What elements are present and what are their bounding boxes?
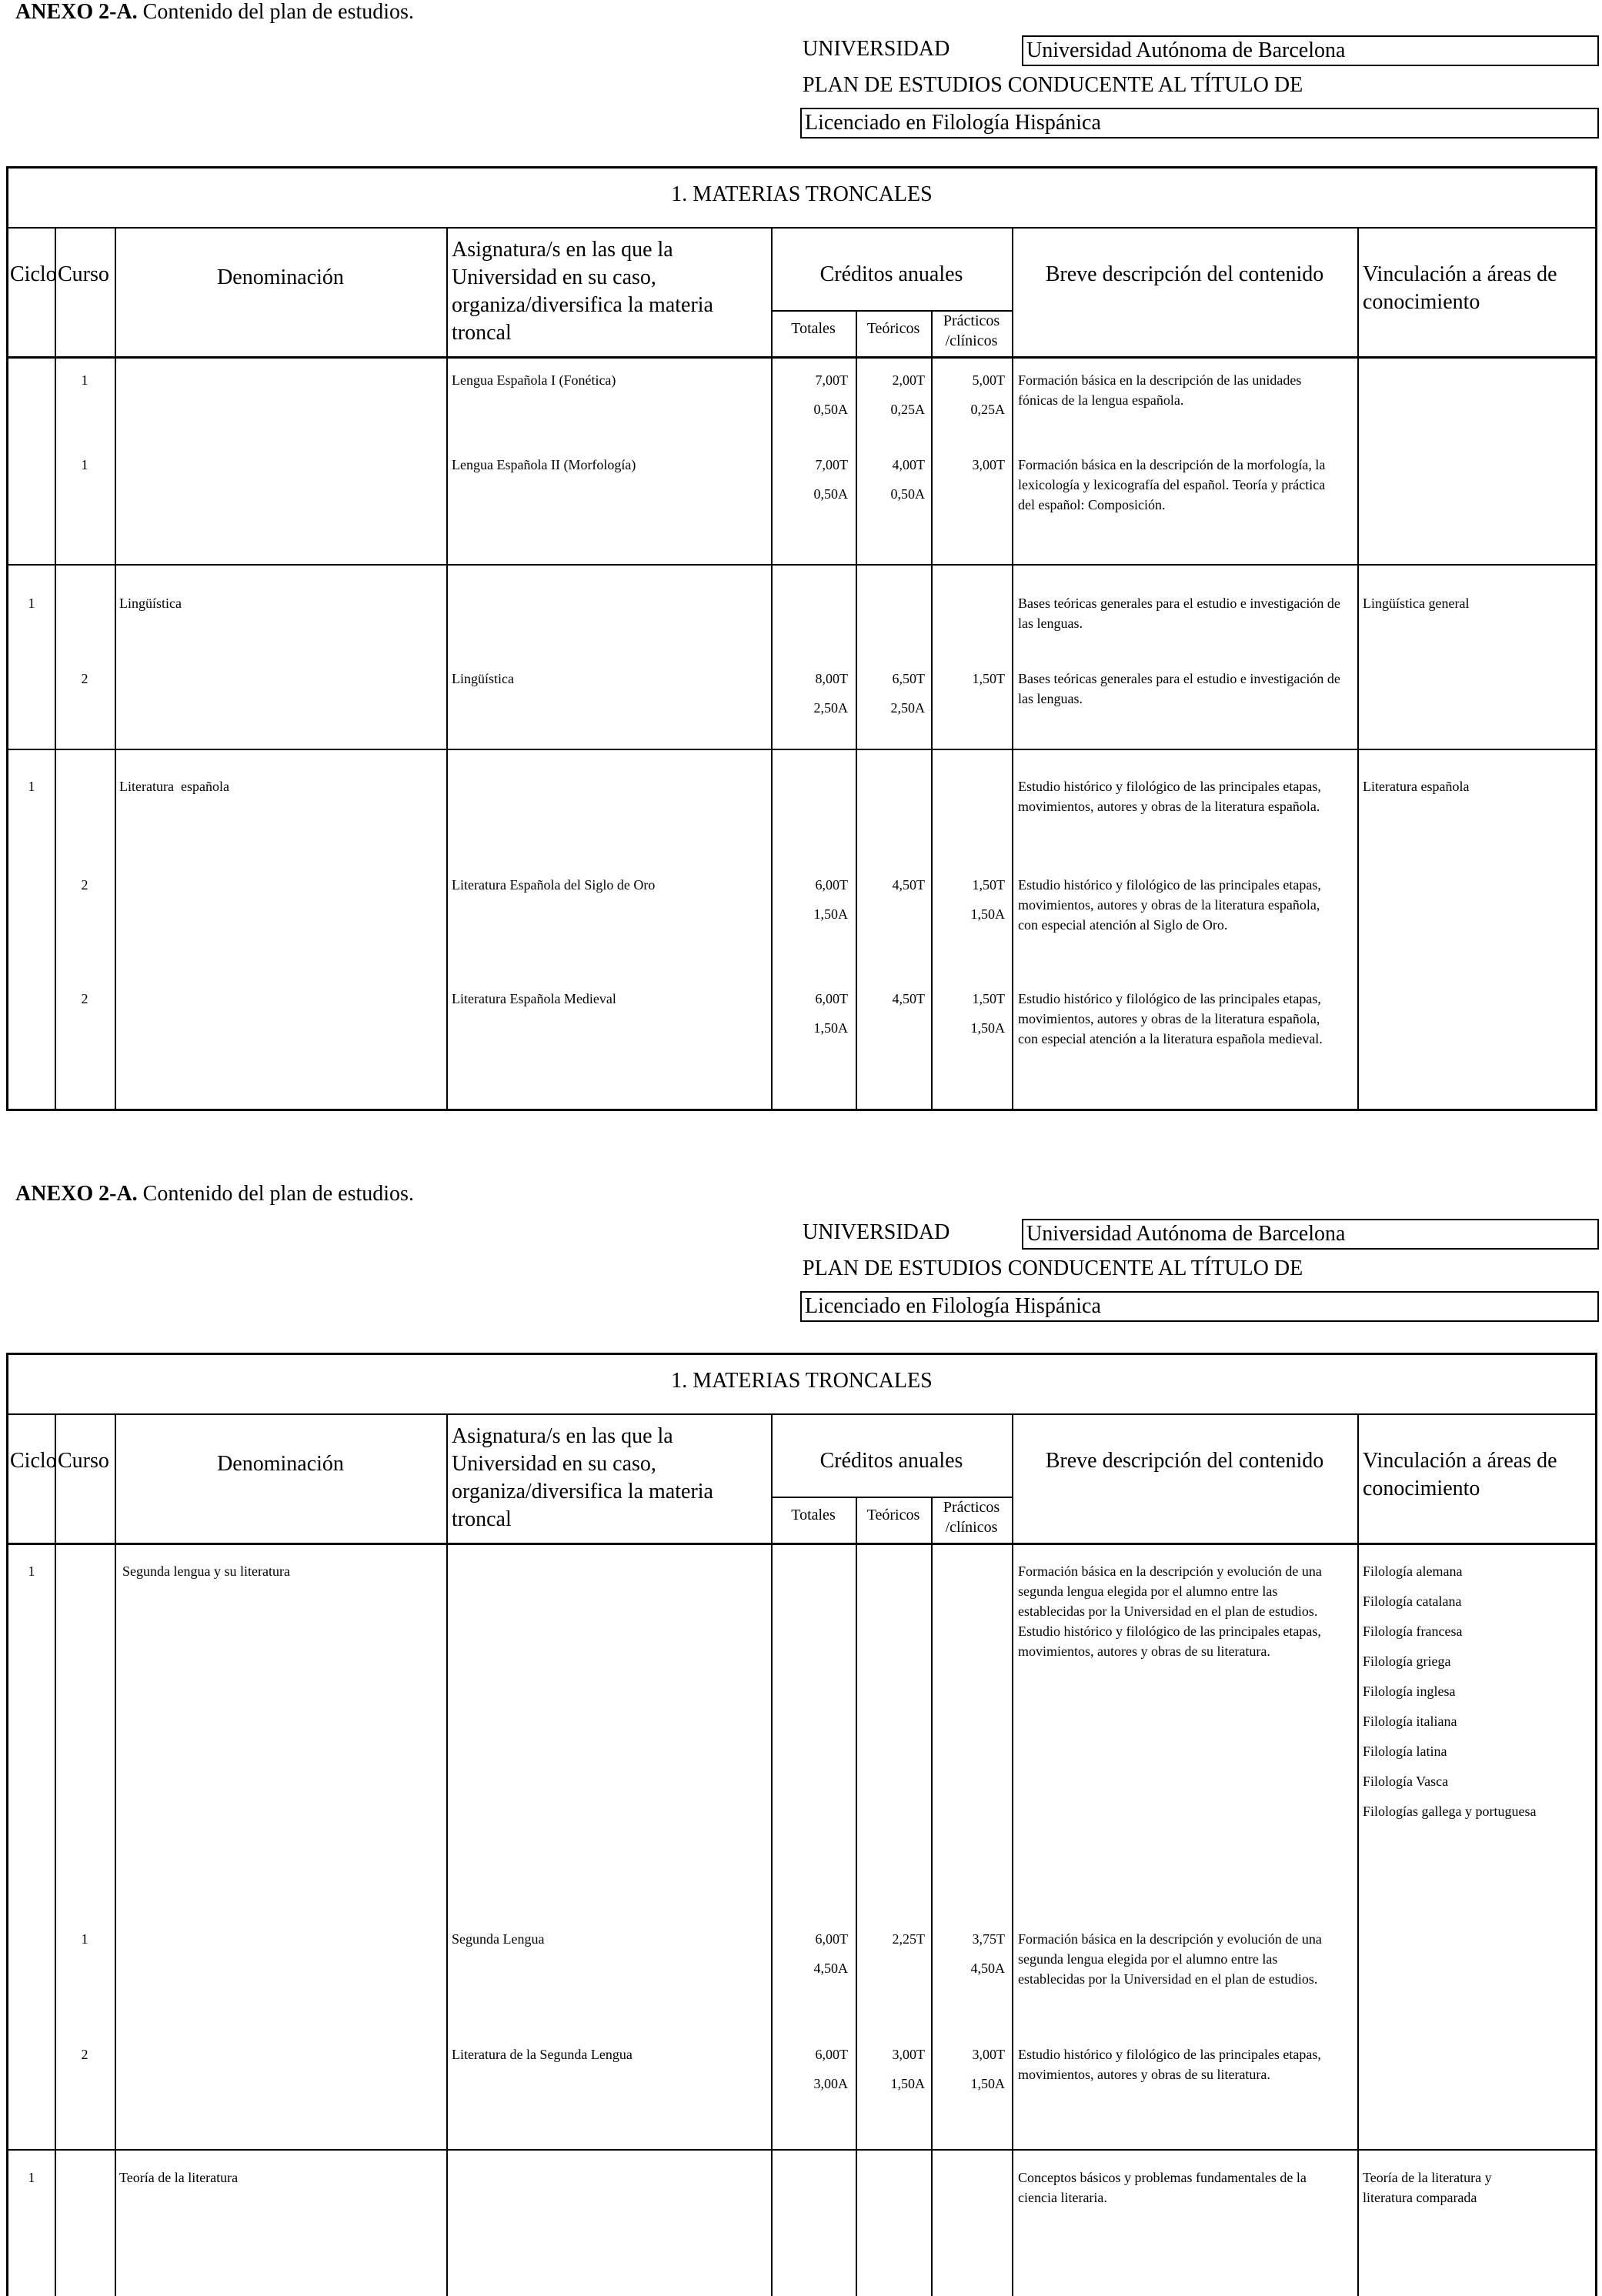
cell-descripcion: Conceptos básicos y problemas fundamentales de la ciencia literaria. (1018, 2170, 1307, 2205)
cell-practicos: 3,00T (972, 457, 1005, 472)
cell-practicos: 3,75T (972, 1931, 1005, 1947)
header-descripcion: Breve descripción del contenido (1045, 1449, 1324, 1473)
cell-teoricos: 3,00T (892, 2047, 925, 2062)
header-totales: Totales (791, 320, 836, 337)
cell-asignatura: Literatura Española Medieval (452, 991, 616, 1006)
cell-descripcion: Formación básica en la descripción y evolución de una segunda lengua elegida por el alumno entre las establecidas por la Universidad en el plan de estudios. Estudio histórico y filológico de las principales etapas, movimientos, autores y obras de su literatura. (1018, 1563, 1322, 1659)
cell-asignatura: Lingüística (452, 671, 514, 686)
cell-teoricos: 2,25T (892, 1931, 925, 1947)
table-title: 1. MATERIAS TRONCALES (671, 182, 933, 206)
cell-practicos: 0,25A (970, 402, 1005, 417)
plan-label: PLAN DE ESTUDIOS CONDUCENTE AL TÍTULO DE (803, 73, 1303, 97)
cell-practicos: 1,50T (972, 991, 1005, 1006)
cell-totales: 7,00T (815, 457, 848, 472)
cell-descripcion: Formación básica en la descripción de la morfología, la lexicología y lexicografía del español. Teoría y práctica del español: Composición. (1018, 457, 1326, 512)
cell-totales: 1,50A (813, 1020, 848, 1036)
cell-vinculacion: Filología inglesa (1363, 1684, 1456, 1699)
titulo-field: Licenciado en Filología Hispánica (800, 1291, 1599, 1322)
header-denominacion: Denominación (217, 1452, 344, 1476)
cell-totales: 6,00T (815, 1931, 848, 1947)
header-practicos-2: /clínicos (945, 332, 998, 349)
header-creditos: Créditos anuales (819, 1449, 963, 1473)
header-vinculacion-1: Vinculación a áreas de (1363, 262, 1557, 286)
header-asignatura-4: troncal (452, 321, 512, 345)
cell-practicos: 1,50A (970, 1020, 1005, 1036)
cell-practicos: 5,00T (972, 372, 1005, 388)
universidad-field: Universidad Autónoma de Barcelona (1022, 35, 1599, 66)
header-curso: Curso (58, 262, 109, 286)
cell-ciclo: 1 (28, 2170, 35, 2185)
header-vinculacion-1: Vinculación a áreas de (1363, 1449, 1557, 1473)
header-asignatura-3: organiza/diversifica la materia (452, 293, 713, 317)
cell-descripcion: Formación básica en la descripción y evolución de una segunda lengua elegida por el alumno entre las establecidas por la Universidad en el plan de estudios. (1018, 1931, 1322, 1987)
cell-curso: 2 (81, 991, 88, 1006)
cell-asignatura: Literatura Española del Siglo de Oro (452, 877, 656, 893)
cell-vinculacion: Filología francesa (1363, 1624, 1463, 1639)
cell-vinculacion: Filología alemana (1363, 1563, 1463, 1579)
cell-curso: 1 (81, 1931, 88, 1947)
cell-ciclo: 1 (28, 779, 35, 794)
cell-totales: 6,00T (815, 877, 848, 893)
cell-descripcion: Estudio histórico y filológico de las principales etapas, movimientos, autores y obras de la literatura española, con especial atención a la literatura española medieval. (1018, 991, 1323, 1046)
cell-teoricos: 2,00T (892, 372, 925, 388)
cell-practicos: 1,50T (972, 877, 1005, 893)
header-totales: Totales (791, 1507, 836, 1523)
cell-totales: 6,00T (815, 991, 848, 1006)
table-title: 1. MATERIAS TRONCALES (671, 1369, 933, 1393)
cell-descripcion: Estudio histórico y filológico de las principales etapas, movimientos, autores y obras de la literatura española. (1018, 779, 1321, 814)
cell-vinculacion: Literatura española (1363, 779, 1470, 794)
cell-curso: 1 (81, 372, 88, 388)
cell-totales: 7,00T (815, 372, 848, 388)
cell-totales: 1,50A (813, 906, 848, 922)
cell-asignatura: Lengua Española II (Morfología) (452, 457, 636, 472)
plan-label: PLAN DE ESTUDIOS CONDUCENTE AL TÍTULO DE (803, 1256, 1303, 1280)
cell-ciclo: 1 (28, 596, 35, 611)
cell-practicos: 1,50A (970, 2076, 1005, 2091)
cell-denominacion: Segunda lengua y su literatura (122, 1563, 290, 1579)
cell-teoricos: 4,50T (892, 991, 925, 1006)
header-practicos-1: Prácticos (943, 1499, 1000, 1516)
page-1 (0, 0, 1602, 1139)
cell-descripcion: Bases teóricas generales para el estudio e investigación de las lenguas. (1018, 596, 1340, 631)
cell-ciclo: 1 (28, 1563, 35, 1579)
cell-curso: 2 (81, 671, 88, 686)
cell-vinculacion: Filología Vasca (1363, 1774, 1449, 1789)
titulo-field: Licenciado en Filología Hispánica (800, 108, 1599, 138)
cell-asignatura: Lengua Española I (Fonética) (452, 372, 616, 388)
cell-denominacion: Teoría de la literatura (119, 2170, 239, 2185)
universidad-label: UNIVERSIDAD (803, 37, 950, 61)
cell-practicos: 1,50T (972, 671, 1005, 686)
cell-teoricos: 4,50T (892, 877, 925, 893)
materias-troncales-table (6, 166, 1597, 1111)
cell-curso: 2 (81, 2047, 88, 2062)
header-asignatura-3: organiza/diversifica la materia (452, 1480, 713, 1503)
universidad-label: UNIVERSIDAD (803, 1220, 950, 1244)
header-vinculacion-2: conocimiento (1363, 1477, 1480, 1500)
cell-vinculacion: Filología griega (1363, 1654, 1451, 1669)
cell-vinculacion: Filologías gallega y portuguesa (1363, 1804, 1537, 1819)
header-curso: Curso (58, 1449, 109, 1473)
cell-vinculacion: Lingüística general (1363, 596, 1470, 611)
header-descripcion: Breve descripción del contenido (1045, 262, 1324, 286)
cell-totales: 2,50A (813, 700, 848, 716)
cell-vinculacion: Filología italiana (1363, 1714, 1457, 1729)
header-asignatura-4: troncal (452, 1507, 512, 1531)
header-ciclo: Ciclo (10, 262, 57, 286)
header-asignatura-1: Asignatura/s en las que la (452, 1424, 673, 1448)
cell-totales: 4,50A (813, 1961, 848, 1976)
header-ciclo: Ciclo (10, 1449, 57, 1473)
page-2 (0, 1182, 1602, 2296)
header-asignatura-1: Asignatura/s en las que la (452, 238, 673, 262)
cell-vinculacion: Teoría de la literatura y literatura comparada (1363, 2170, 1492, 2205)
header-teoricos: Teóricos (866, 1507, 920, 1523)
header-creditos: Créditos anuales (819, 262, 963, 286)
cell-denominacion: Literatura española (119, 779, 229, 794)
annex-heading: ANEXO 2-A. Contenido del plan de estudios. (15, 1182, 414, 1206)
header-denominacion: Denominación (217, 265, 344, 289)
cell-vinculacion: Filología latina (1363, 1744, 1447, 1759)
cell-descripcion: Bases teóricas generales para el estudio e investigación de las lenguas. (1018, 671, 1340, 706)
cell-curso: 2 (81, 877, 88, 893)
materias-troncales-table (6, 1353, 1597, 2296)
cell-totales: 8,00T (815, 671, 848, 686)
cell-teoricos: 2,50A (890, 700, 925, 716)
cell-descripcion: Estudio histórico y filológico de las principales etapas, movimientos, autores y obras de su literatura. (1018, 2047, 1321, 2082)
cell-curso: 1 (81, 457, 88, 472)
cell-totales: 6,00T (815, 2047, 848, 2062)
header-practicos-2: /clínicos (945, 1519, 998, 1536)
cell-vinculacion: Filología catalana (1363, 1594, 1462, 1609)
cell-teoricos: 6,50T (892, 671, 925, 686)
cell-practicos: 1,50A (970, 906, 1005, 922)
cell-descripcion: Estudio histórico y filológico de las principales etapas, movimientos, autores y obras de la literatura española, con especial atención al Siglo de Oro. (1018, 877, 1321, 933)
header-asignatura-2: Universidad en su caso, (452, 1452, 656, 1476)
cell-totales: 3,00A (813, 2076, 848, 2091)
cell-denominacion: Lingüística (119, 596, 182, 611)
cell-asignatura: Literatura de la Segunda Lengua (452, 2047, 632, 2062)
annex-heading: ANEXO 2-A. Contenido del plan de estudios. (15, 0, 414, 24)
cell-totales: 0,50A (813, 486, 848, 502)
universidad-field: Universidad Autónoma de Barcelona (1022, 1219, 1599, 1250)
header-practicos-1: Prácticos (943, 312, 1000, 329)
cell-teoricos: 4,00T (892, 457, 925, 472)
cell-practicos: 3,00T (972, 2047, 1005, 2062)
cell-descripcion: Formación básica en la descripción de las unidades fónicas de la lengua española. (1018, 372, 1302, 408)
cell-teoricos: 1,50A (890, 2076, 925, 2091)
header-vinculacion-2: conocimiento (1363, 290, 1480, 314)
header-teoricos: Teóricos (866, 320, 920, 337)
header-asignatura-2: Universidad en su caso, (452, 265, 656, 289)
cell-teoricos: 0,50A (890, 486, 925, 502)
cell-totales: 0,50A (813, 402, 848, 417)
cell-asignatura: Segunda Lengua (452, 1931, 545, 1947)
cell-teoricos: 0,25A (890, 402, 925, 417)
cell-practicos: 4,50A (970, 1961, 1005, 1976)
